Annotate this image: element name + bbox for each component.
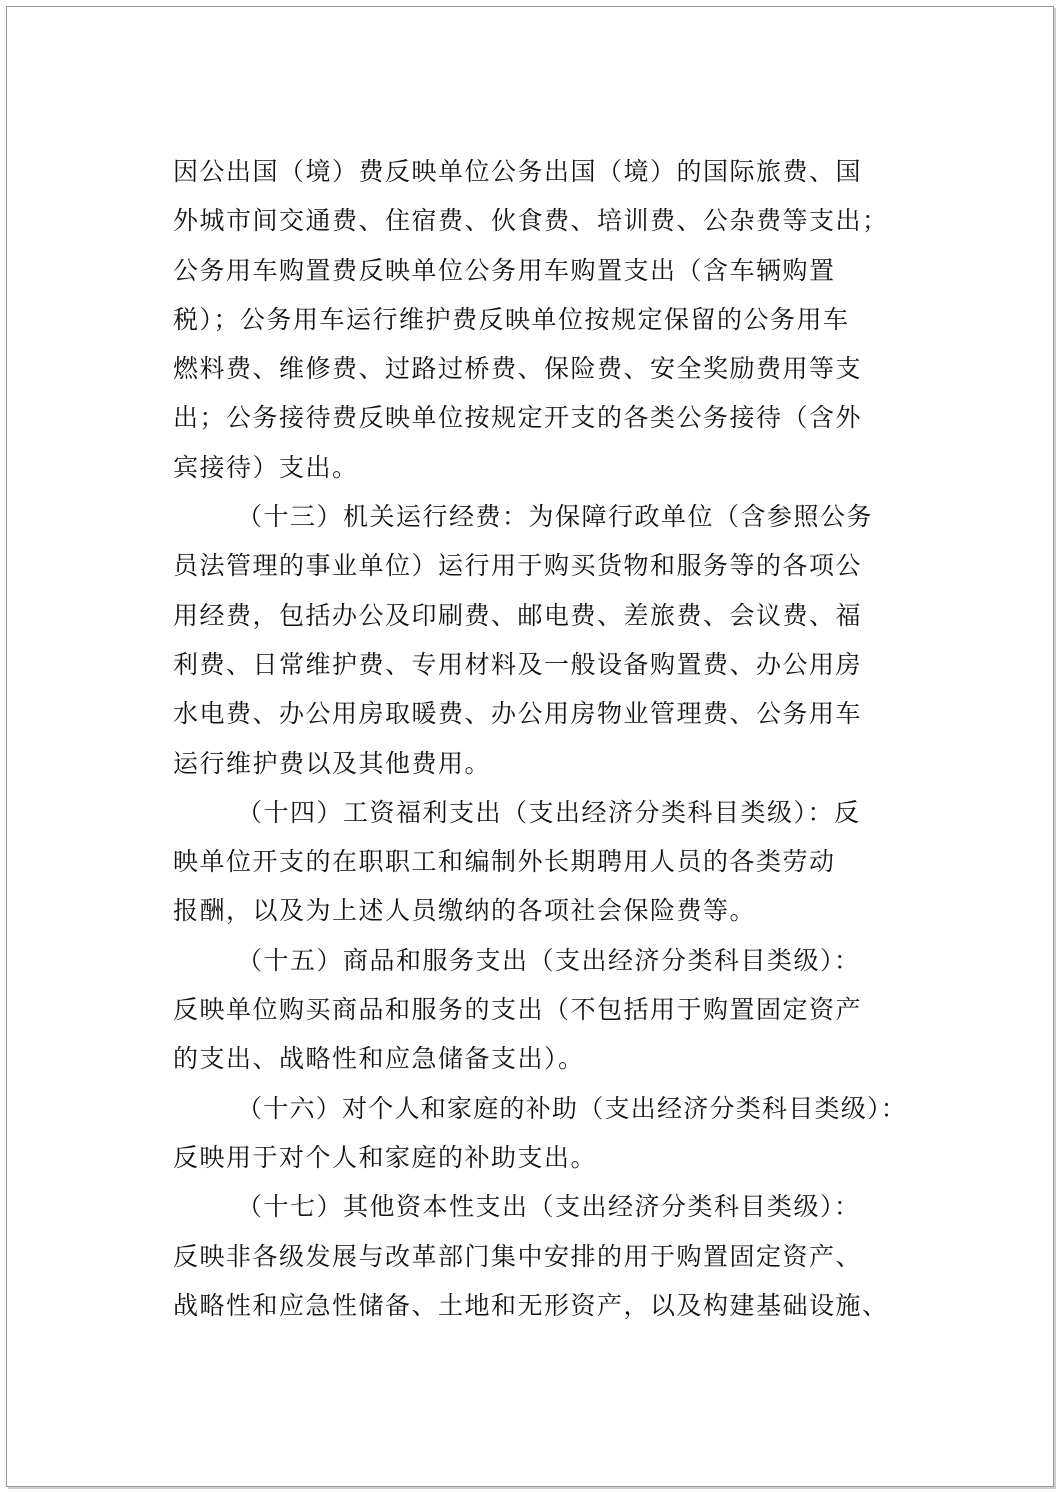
text-line: 运行维护费以及其他费用。 [173,748,492,778]
document-body [173,147,908,1330]
text-line: 反映单位购买商品和服务的支出（不包括用于购置固定资产 [173,995,863,1025]
text-line: 因公出国（境）费反映单位公务出国（境）的国际旅费、国 [173,157,863,186]
text-line: 反映非各级发展与改革部门集中安排的用于购置固定资产、 [173,1241,863,1271]
text-line: 报酬，以及为上述人员缴纳的各项社会保险费等。 [173,896,757,926]
text-line: 税）；公务用车运行维护费反映单位按规定保留的公务用车 [173,304,850,334]
text-line: 映单位开支的在职职工和编制外长期聘用人员的各类劳动 [173,847,836,877]
text-line: 出；公务接待费反映单位按规定开支的各类公务接待（含外 [173,403,863,433]
section-heading-line: （十六）对个人和家庭的补助（支出经济分类科目类级）： [237,1093,908,1123]
text-line: 公务用车购置费反映单位公务用车购置支出（含车辆购置 [173,255,836,285]
text-line: 燃料费、维修费、过路过桥费、保险费、安全奖励费用等支 [173,354,863,384]
text-line: 水电费、办公用房取暖费、办公用房物业管理费、公务用车 [173,699,863,729]
text-line: 用经费，包括办公及印刷费、邮电费、差旅费、会议费、福 [173,600,863,630]
text-line: 反映用于对个人和家庭的补助支出。 [173,1142,598,1172]
text-line: 利费、日常维护费、专用材料及一般设备购置费、办公用房 [173,649,863,679]
section-heading-line: （十七）其他资本性支出（支出经济分类科目类级）： [237,1192,861,1222]
document-page [6,6,1054,1487]
section-heading-line: （十五）商品和服务支出（支出经济分类科目类级）： [237,945,861,975]
text-line: 的支出、战略性和应急储备支出）。 [173,1044,585,1074]
section-heading-line: （十三）机关运行经费：为保障行政单位（含参照公务 [237,502,874,532]
text-line: 员法管理的事业单位）运行用于购买货物和服务等的各项公 [173,551,863,581]
text-line: 宾接待）支出。 [173,452,359,482]
section-heading-line: （十四）工资福利支出（支出经济分类科目类级）：反 [237,797,861,827]
text-line: 外城市间交通费、住宿费、伙食费、培训费、公杂费等支出； [173,206,889,236]
text-line: 战略性和应急性储备、土地和无形资产，以及构建基础设施、 [173,1290,889,1320]
